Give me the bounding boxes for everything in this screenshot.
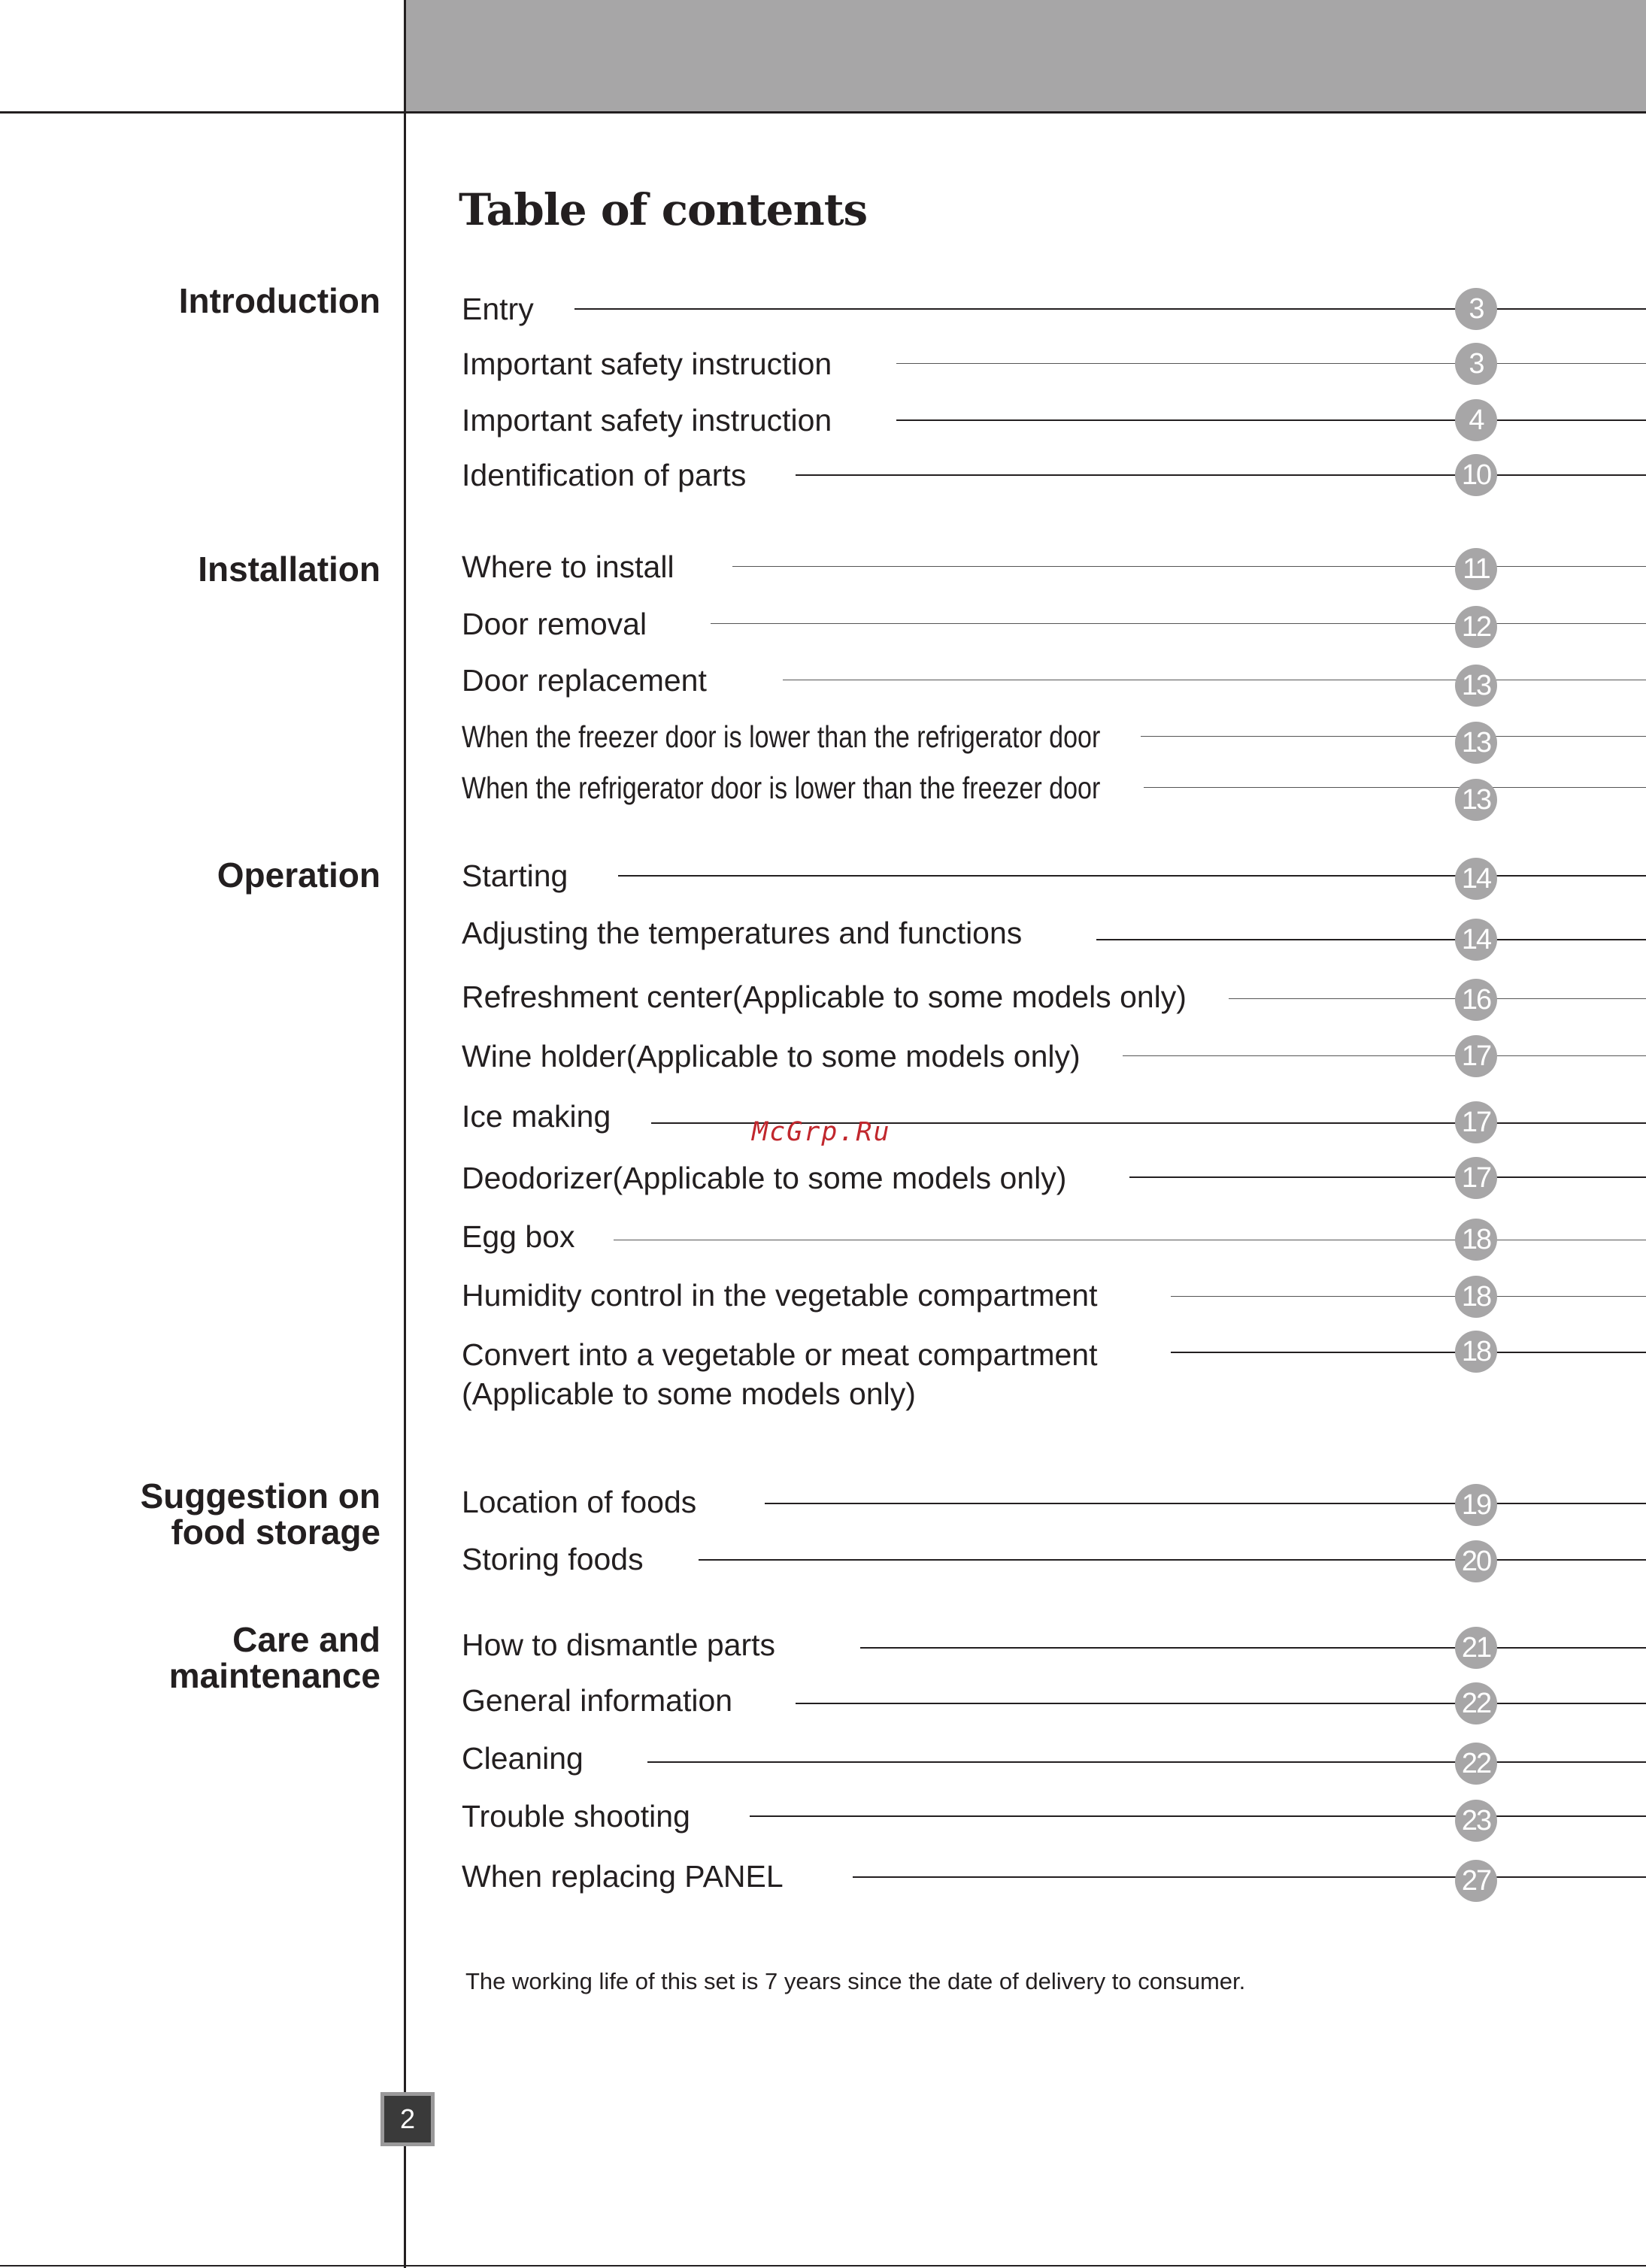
- toc-entry[interactable]: [0, 292, 1646, 326]
- toc-entry-label: How to dismantle parts: [462, 1628, 776, 1662]
- toc-entry[interactable]: [0, 1279, 1646, 1312]
- page-number-badge: 17: [1455, 1157, 1497, 1199]
- leader-line: [1129, 1176, 1646, 1178]
- section-label-line2: maintenance: [168, 1656, 380, 1695]
- leader-line: [1096, 939, 1646, 940]
- toc-entry-label: Where to install: [462, 550, 674, 584]
- page-number-badge: 13: [1455, 665, 1497, 707]
- leader-line: [860, 1647, 1646, 1649]
- page-number-badge: 10: [1455, 454, 1497, 496]
- page-number-badge: 18: [1455, 1219, 1497, 1261]
- page-number-badge: 18: [1455, 1331, 1497, 1373]
- leader-line: [1171, 1352, 1646, 1353]
- toc-entry[interactable]: [0, 855, 1646, 895]
- section-label-line1: Suggestion on: [140, 1476, 380, 1516]
- header-rule: [0, 111, 1646, 114]
- toc-entry[interactable]: [0, 1799, 1646, 1837]
- page-number-badge: 27: [1455, 1860, 1497, 1902]
- leader-line: [1123, 1055, 1646, 1056]
- toc-entry-label-line2: (Applicable to some models only): [462, 1376, 916, 1411]
- toc-entry-label: Ice making: [462, 1099, 611, 1134]
- page-number-badge: 17: [1455, 1035, 1497, 1077]
- page-number-badge: 22: [1455, 1682, 1497, 1724]
- toc-entry-label: Egg box: [462, 1219, 575, 1254]
- toc-entry[interactable]: [0, 1161, 1646, 1195]
- leader-line: [853, 1876, 1646, 1878]
- toc-entry-label: Important safety instruction: [462, 347, 832, 381]
- toc-entry[interactable]: [0, 1684, 1646, 1717]
- leader-line: [1141, 736, 1646, 737]
- leader-line: [796, 1703, 1646, 1704]
- page-title: Table of contents: [459, 184, 868, 235]
- toc-entry-label: Entry: [462, 292, 534, 326]
- leader-line: [796, 474, 1646, 476]
- toc-entry-label: Identification of parts: [462, 458, 747, 492]
- page-number-badge: 19: [1455, 1484, 1497, 1526]
- toc-entry-label: Door removal: [462, 607, 647, 641]
- toc-entry[interactable]: [0, 1040, 1646, 1073]
- page-number-badge: 23: [1455, 1800, 1497, 1842]
- toc-entry[interactable]: [0, 347, 1646, 380]
- leader-line: [732, 566, 1646, 567]
- toc-entry[interactable]: [0, 1220, 1646, 1253]
- toc-entry[interactable]: [0, 1543, 1646, 1576]
- page-number-badge: 13: [1455, 722, 1497, 764]
- toc-entry-label: Storing foods: [462, 1542, 644, 1576]
- page-number-badge: 17: [1455, 1101, 1497, 1143]
- page-number-badge: 14: [1455, 858, 1497, 900]
- toc-entry-label: Door replacement: [462, 663, 707, 698]
- toc-entry-label: Location of foods: [462, 1485, 697, 1519]
- toc-entry[interactable]: [0, 916, 1646, 955]
- page-number: 2: [380, 2092, 435, 2146]
- page-number-badge: 12: [1455, 606, 1497, 648]
- page-number-badge: 21: [1455, 1627, 1497, 1669]
- toc-entry-label: [462, 1335, 1098, 1413]
- page-number-badge: 13: [1455, 779, 1497, 821]
- section-label: Introduction: [178, 281, 380, 320]
- leader-line: [896, 419, 1646, 421]
- toc-entry[interactable]: [0, 607, 1646, 643]
- toc-entry-label: Cleaning: [462, 1741, 584, 1776]
- toc-entry[interactable]: [0, 1335, 1646, 1411]
- toc-entry-label: Wine holder(Applicable to some models only): [462, 1039, 1081, 1073]
- toc-entry-label: When replacing PANEL: [462, 1859, 784, 1894]
- toc-entry-label: Trouble shooting: [462, 1799, 690, 1833]
- page-number-badge: 4: [1455, 399, 1497, 441]
- toc-entry[interactable]: [0, 459, 1646, 492]
- section-label: Installation: [198, 550, 380, 589]
- toc-entry[interactable]: [0, 1741, 1646, 1779]
- toc-entry[interactable]: [0, 1485, 1646, 1519]
- toc-entry-label: Humidity control in the vegetable compartment: [462, 1278, 1098, 1313]
- leader-line: [896, 363, 1646, 364]
- page-number-badge: 11: [1455, 548, 1497, 590]
- toc-entry[interactable]: [0, 771, 1646, 816]
- toc-entry[interactable]: [0, 663, 1646, 701]
- toc-entry-label: When the refrigerator door is lower than the freezer door: [462, 771, 1101, 805]
- toc-entry-label: General information: [462, 1683, 733, 1718]
- section-label: Operation: [217, 855, 380, 895]
- page-number-badge: 3: [1455, 288, 1497, 330]
- leader-line: [699, 1559, 1646, 1561]
- toc-entry[interactable]: [0, 404, 1646, 437]
- toc-entry[interactable]: [0, 1859, 1646, 1897]
- toc-entry-label: Starting: [462, 858, 568, 893]
- toc-entry-label: Important safety instruction: [462, 403, 832, 438]
- page-number-badge: 18: [1455, 1276, 1497, 1318]
- page-number-badge: 20: [1455, 1540, 1497, 1582]
- leader-line: [711, 623, 1646, 624]
- toc-entry-label: Refreshment center(Applicable to some models only): [462, 980, 1187, 1014]
- toc-entry[interactable]: [0, 980, 1646, 1016]
- header-band: [406, 0, 1646, 112]
- column-divider: [404, 0, 406, 2268]
- leader-line: [765, 1503, 1646, 1504]
- toc-entry[interactable]: [0, 550, 1646, 583]
- toc-entry[interactable]: [0, 719, 1646, 759]
- toc-entry[interactable]: [0, 1628, 1646, 1664]
- footnote: The working life of this set is 7 years since the date of delivery to consumer.: [465, 1968, 1246, 1994]
- section-label-line1: Care and: [232, 1620, 380, 1659]
- page-number-badge: 16: [1455, 979, 1497, 1021]
- page-number-badge: 14: [1455, 919, 1497, 961]
- toc-entry-label-line1: Convert into a vegetable or meat compartment: [462, 1337, 1098, 1372]
- leader-line: [1229, 998, 1646, 999]
- page-number-badge: 3: [1455, 343, 1497, 385]
- section-label-line2: food storage: [171, 1513, 380, 1552]
- footer-rule: [0, 2265, 1646, 2266]
- leader-line: [750, 1815, 1646, 1817]
- toc-entry-label: When the freezer door is lower than the refrigerator door: [462, 719, 1101, 754]
- leader-line: [1171, 1296, 1646, 1297]
- toc-entry-label: Adjusting the temperatures and functions: [462, 916, 1023, 950]
- watermark: McGrp.Ru: [752, 1117, 891, 1147]
- leader-line: [1144, 787, 1646, 788]
- page-number-badge: 22: [1455, 1743, 1497, 1785]
- toc-entry-label: Deodorizer(Applicable to some models only): [462, 1161, 1067, 1195]
